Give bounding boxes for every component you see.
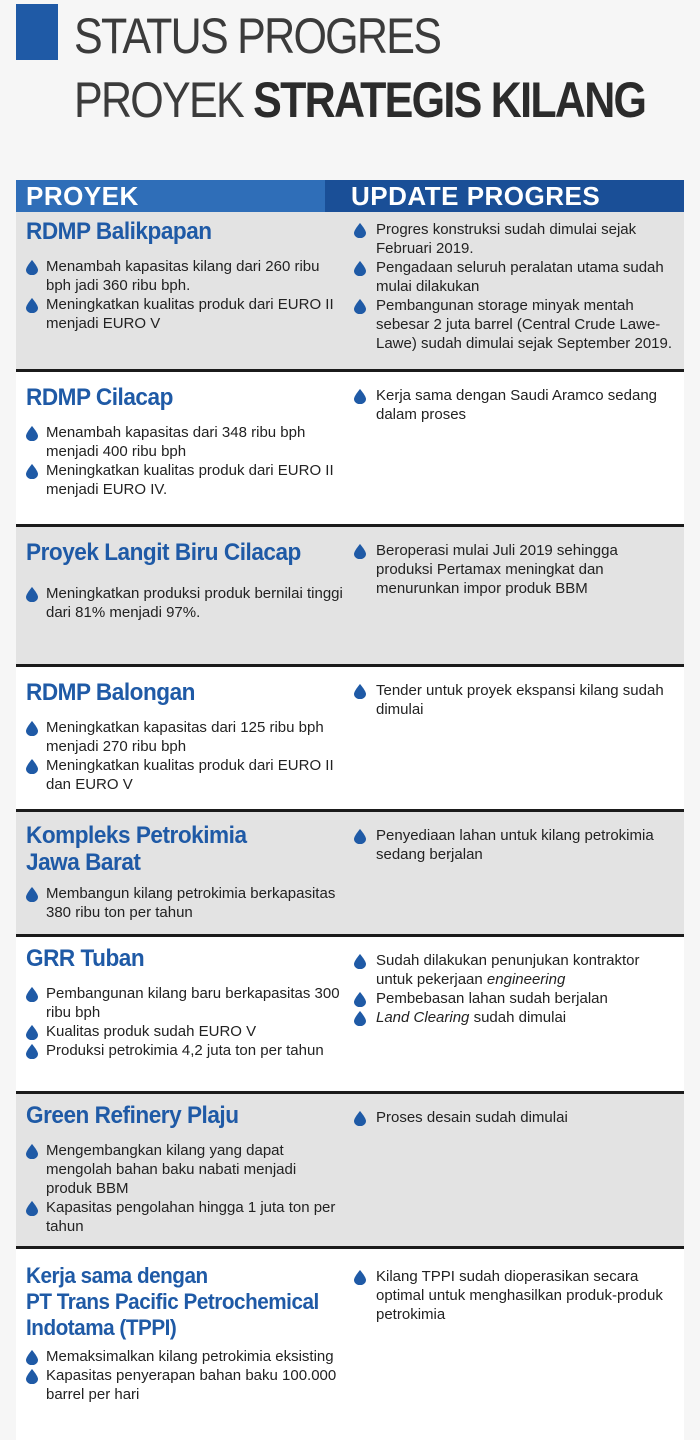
project-title	[26, 822, 327, 876]
drop-bullet-icon	[354, 544, 366, 559]
italic-term: engineering	[486, 971, 566, 988]
drop-bullet-icon	[354, 1111, 366, 1126]
project-row	[16, 527, 684, 667]
project-details	[26, 718, 346, 794]
drop-bullet-icon	[354, 954, 366, 969]
project-row	[16, 212, 684, 372]
italic-term: Land Clearing	[376, 1009, 470, 1026]
project-cell	[16, 527, 346, 664]
drop-bullet-icon	[26, 260, 38, 275]
project-title-line: PT Trans Pacific Petrochemical	[26, 1289, 319, 1314]
project-cell	[16, 212, 346, 369]
update-cell	[346, 1094, 684, 1246]
project-title: RDMP Cilacap	[26, 384, 173, 411]
drop-bullet-icon	[354, 1270, 366, 1285]
drop-bullet-icon	[26, 987, 38, 1002]
project-title-line: Kerja sama dengan	[26, 1263, 208, 1288]
project-cell	[16, 1249, 346, 1440]
list-item: Mengembangkan kilang yang dapat mengolah bahan baku nabati menjadi produk BBM	[26, 1141, 346, 1198]
drop-bullet-icon	[354, 299, 366, 314]
list-item: Kapasitas penyerapan bahan baku 100.000 barrel per hari	[26, 1366, 346, 1404]
table-header	[16, 180, 684, 212]
list-item: Memaksimalkan kilang petrokimia eksisting	[26, 1347, 346, 1366]
list-item: Kapasitas pengolahan hingga 1 juta ton per tahun	[26, 1198, 346, 1236]
project-cell	[16, 372, 346, 524]
project-row	[16, 937, 684, 1094]
project-details	[26, 584, 346, 622]
drop-bullet-icon	[26, 464, 38, 479]
list-item: Sudah dilakukan penunjukan kontraktor untuk pekerjaan engineering	[354, 951, 674, 989]
list-item: Pengadaan seluruh peralatan utama sudah mulai dilakukan	[354, 258, 674, 296]
list-item: Progres konstruksi sudah dimulai sejak Februari 2019.	[354, 220, 674, 258]
list-item: Kualitas produk sudah EURO V	[26, 1022, 346, 1041]
project-title: Green Refinery Plaju	[26, 1102, 239, 1129]
drop-bullet-icon	[26, 721, 38, 736]
project-cell	[16, 937, 346, 1091]
drop-bullet-icon	[26, 1144, 38, 1159]
list-item: Beroperasi mulai Juli 2019 sehingga produksi Pertamax meningkat dan menurunkan impor produk BBM	[354, 541, 674, 598]
update-list	[354, 1267, 674, 1324]
drop-bullet-icon	[26, 759, 38, 774]
project-table	[16, 212, 684, 1440]
project-title: Proyek Langit Biru Cilacap	[26, 539, 301, 566]
update-list	[354, 826, 674, 864]
list-item: Pembebasan lahan sudah berjalan	[354, 989, 674, 1008]
list-item: Menambah kapasitas kilang dari 260 ribu bph jadi 360 ribu bph.	[26, 257, 346, 295]
list-item: Menambah kapasitas dari 348 ribu bph menjadi 400 ribu bph	[26, 423, 346, 461]
drop-bullet-icon	[26, 887, 38, 902]
project-details	[26, 1347, 346, 1404]
list-item: Meningkatkan kapasitas dari 125 ribu bph menjadi 270 ribu bph	[26, 718, 346, 756]
title-line-2-prefix: PROYEK	[74, 72, 254, 128]
project-title	[26, 1263, 327, 1341]
drop-bullet-icon	[354, 684, 366, 699]
update-list	[354, 1108, 674, 1127]
project-cell	[16, 1094, 346, 1246]
title-line-2-bold: STRATEGIS KILANG	[253, 72, 646, 128]
list-item: Meningkatkan kualitas produk dari EURO II dan EURO V	[26, 756, 346, 794]
update-list	[354, 386, 674, 424]
project-cell	[16, 667, 346, 809]
list-item: Meningkatkan kualitas produk dari EURO II menjadi EURO V	[26, 295, 346, 333]
list-item: Produksi petrokimia 4,2 juta ton per tahun	[26, 1041, 346, 1060]
project-row	[16, 1094, 684, 1249]
list-item: Tender untuk proyek ekspansi kilang sudah dimulai	[354, 681, 674, 719]
drop-bullet-icon	[26, 1025, 38, 1040]
drop-bullet-icon	[354, 261, 366, 276]
drop-bullet-icon	[26, 1369, 38, 1384]
list-item: Pembangunan kilang baru berkapasitas 300 ribu bph	[26, 984, 346, 1022]
drop-bullet-icon	[26, 426, 38, 441]
update-cell	[346, 372, 684, 524]
drop-bullet-icon	[26, 587, 38, 602]
update-cell	[346, 937, 684, 1091]
update-cell	[346, 527, 684, 664]
title-line-1: STATUS PROGRES	[74, 8, 441, 64]
drop-bullet-icon	[26, 1350, 38, 1365]
update-cell	[346, 667, 684, 809]
drop-bullet-icon	[354, 389, 366, 404]
update-list	[354, 220, 674, 353]
list-item: Meningkatkan kualitas produk dari EURO II menjadi EURO IV.	[26, 461, 346, 499]
project-title-line: Indotama (TPPI)	[26, 1315, 177, 1340]
list-item: Land Clearing sudah dimulai	[354, 1008, 674, 1027]
project-details	[26, 984, 346, 1060]
update-cell	[346, 1249, 684, 1440]
project-title-line: Jawa Barat	[26, 849, 141, 876]
list-item: Penyediaan lahan untuk kilang petrokimia sedang berjalan	[354, 826, 674, 864]
project-row	[16, 667, 684, 812]
list-item: Meningkatkan produksi produk bernilai tinggi dari 81% menjadi 97%.	[26, 584, 346, 622]
drop-bullet-icon	[26, 298, 38, 313]
project-row	[16, 1249, 684, 1440]
project-title: RDMP Balikpapan	[26, 218, 212, 245]
drop-bullet-icon	[26, 1201, 38, 1216]
list-item: Kilang TPPI sudah dioperasikan secara optimal untuk menghasilkan produk-produk petrokimia	[354, 1267, 674, 1324]
list-item: Proses desain sudah dimulai	[354, 1108, 674, 1127]
project-details	[26, 423, 346, 499]
project-details	[26, 257, 346, 333]
update-cell	[346, 212, 684, 369]
list-item: Membangun kilang petrokimia berkapasitas 380 ribu ton per tahun	[26, 884, 346, 922]
project-title: RDMP Balongan	[26, 679, 195, 706]
drop-bullet-icon	[354, 223, 366, 238]
project-row	[16, 812, 684, 937]
project-row	[16, 372, 684, 527]
list-item: Kerja sama dengan Saudi Aramco sedang dalam proses	[354, 386, 674, 424]
column-header-proyek: PROYEK	[16, 180, 325, 212]
title-line-2	[74, 74, 645, 126]
project-details	[26, 1141, 346, 1236]
title-accent-bar	[16, 4, 58, 60]
project-title: GRR Tuban	[26, 945, 145, 972]
drop-bullet-icon	[354, 829, 366, 844]
update-cell	[346, 812, 684, 934]
drop-bullet-icon	[354, 992, 366, 1007]
drop-bullet-icon	[354, 1011, 366, 1026]
update-list	[354, 541, 674, 598]
column-header-update: UPDATE PROGRES	[325, 180, 684, 212]
project-cell	[16, 812, 346, 934]
update-list	[354, 951, 674, 1027]
drop-bullet-icon	[26, 1044, 38, 1059]
list-item: Pembangunan storage minyak mentah sebesar 2 juta barrel (Central Crude Lawe-Lawe) sudah dimulai sejak September 2019.	[354, 296, 674, 353]
update-list	[354, 681, 674, 719]
project-details	[26, 884, 346, 922]
project-title-line: Kompleks Petrokimia	[26, 822, 247, 849]
